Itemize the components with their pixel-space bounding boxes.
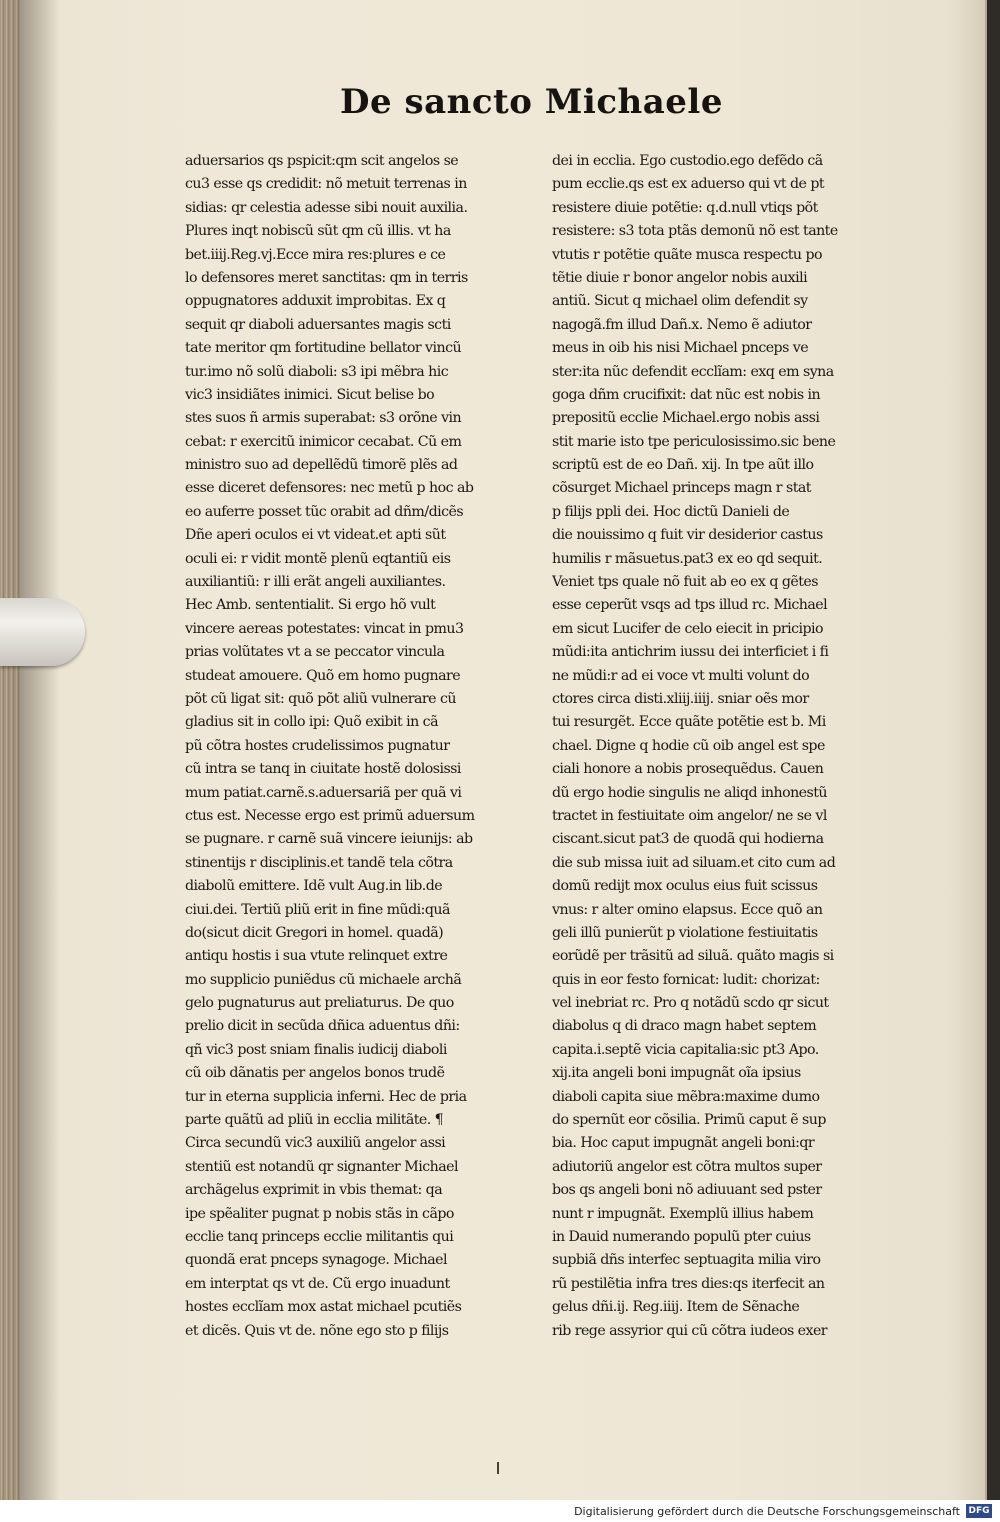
- text-line: diaboli capita siue mẽbra:maxime dumo: [552, 1088, 820, 1105]
- text-line: stit marie isto tpe periculosissimo.sic bene: [552, 433, 836, 450]
- text-line: ctores circa disti.xliij.iiij. sniar oẽs mor: [552, 690, 809, 707]
- text-line: auxiliantiũ: r illi erãt angeli auxiliantes.: [185, 574, 446, 591]
- text-line: et dicẽs. Quis vt de. nõne ego sto p filijs: [185, 1322, 449, 1339]
- text-line: ciscant.sicut pat3 de quodã qui hodierna: [552, 831, 824, 848]
- text-line: ministro suo ad depellẽdũ timorẽ plẽs ad: [185, 457, 458, 474]
- text-line: stinentijs r disciplinis.et tandẽ tela cõtra: [185, 854, 453, 871]
- text-line: cõsurget Michael princeps magn r stat: [552, 480, 811, 497]
- text-line: archãgelus exprimit in vbis themat: qa: [185, 1182, 443, 1199]
- text-line: Circa secundũ vic3 auxiliũ angelor assi: [185, 1135, 446, 1152]
- gutter-shadow: [20, 0, 60, 1500]
- text-line: domũ redijt mox oculus eius fuit scissus: [552, 878, 818, 895]
- text-line: vel inebriat rc. Pro q notãdũ scdo qr sicut: [552, 995, 829, 1012]
- text-line: gelus dñi.ij. Reg.iiij. Item de Sẽnache: [552, 1299, 800, 1316]
- text-line: põt cũ ligat sit: quõ põt aliũ vulnerare cũ: [185, 690, 456, 707]
- text-line: eorũdẽ per trãsitũ ad siluã. quãto magis si: [552, 948, 834, 965]
- text-line: nagogã.fm illud Dañ.x. Nemo ẽ adiutor: [552, 316, 812, 333]
- text-line: xij.ita angeli boni impugnãt oĩa ipsius: [552, 1065, 801, 1082]
- text-line: Plures inqt nobiscũ sũt qm cũ illis. vt ha: [185, 223, 451, 240]
- text-line: dũ ergo hodie singulis ne aliqd inhonestũ: [552, 784, 827, 801]
- text-line: cũ intra se tanq in ciuitate hostẽ dolosissi: [185, 761, 461, 778]
- text-line: studeat amouere. Quõ em homo pugnare: [185, 667, 461, 684]
- text-line: bia. Hoc caput impugnãt angeli boni:qr: [552, 1135, 815, 1152]
- text-line: nunt r impugnãt. Exemplũ illius habem: [552, 1205, 814, 1222]
- text-line: oppugnatores adduxit improbitas. Ex q: [185, 293, 446, 310]
- text-line: mũdi:ita antichrim iussu dei interficiet i fi: [552, 644, 829, 661]
- text-line: em sicut Lucifer de celo eiecit in pricipio: [552, 620, 823, 637]
- text-line: ctus est. Necesse ergo est primũ aduersum: [185, 807, 475, 824]
- text-line: in Dauid numerando populũ pter cuius: [552, 1228, 811, 1245]
- text-line: bet.iiij.Reg.vj.Ecce mira res:plures e ce: [185, 246, 446, 263]
- text-line: vic3 insidiãtes inimici. Sicut belise bo: [185, 386, 435, 403]
- text-line: die sub missa iuit ad siluam.et cito cum ad: [552, 854, 836, 871]
- text-line: p filijs ppli dei. Hoc dictũ Danieli de: [552, 503, 790, 520]
- footer-bar: [0, 1500, 1000, 1522]
- text-line: sequit qr diaboli aduersantes magis scti: [185, 316, 451, 333]
- text-line: meus in oib his nisi Michael pnceps ve: [552, 340, 809, 357]
- text-line: tẽtie diuie r bonor angelor nobis auxili: [552, 269, 808, 286]
- print-mark: [497, 1462, 499, 1474]
- text-line: chael. Digne q hodie cũ oib angel est spe: [552, 737, 825, 754]
- text-line: vtutis r potẽtie quãte musca respectu po: [552, 246, 822, 263]
- text-line: Dñe aperi oculos ei vt videat.et apti sũt: [185, 527, 446, 544]
- page-heading: De sancto Michaele: [340, 82, 723, 122]
- text-line: goga dñm crucifixit: dat nũc est nobis in: [552, 386, 821, 403]
- text-line: do(sicut dicit Gregori in homel. quadã): [185, 924, 444, 941]
- text-line: ne mũdi:r ad ei voce vt multi volunt do: [552, 667, 810, 684]
- text-line: vincere aereas potestates: vincat in pmu3: [185, 620, 464, 637]
- text-line: capita.i.septẽ vicia capitalia:sic pt3 Apo.: [552, 1041, 819, 1058]
- text-line: Hec Amb. sententialit. Si ergo hõ vult: [185, 597, 436, 614]
- text-line: antiqu hostis i sua vtute relinquet extre: [185, 948, 448, 965]
- text-line: antiũ. Sicut q michael olim defendit sy: [552, 293, 808, 310]
- text-line: eo auferre posset tũc orabit ad dñm/dicẽs: [185, 503, 464, 520]
- text-line: ciali honore a nobis prosequẽdus. Cauen: [552, 761, 824, 778]
- funding-notice: Digitalisierung gefördert durch die Deutsche Forschungsgemeinschaft: [574, 1505, 960, 1518]
- text-line: cũ oib dãnatis per angelos bonos trudẽ: [185, 1065, 445, 1082]
- text-line: adiutoriũ angelor est cõtra multos super: [552, 1158, 822, 1175]
- text-line: parte quãtũ ad pliũ in ecclia militãte. ¶: [185, 1112, 444, 1129]
- text-line: lo defensores meret sanctitas: qm in terris: [185, 269, 468, 286]
- text-line: rib rege assyrior qui cũ cõtra iudeos exer: [552, 1322, 828, 1339]
- text-line: quis in eor festo fornicat: ludit: chorizat:: [552, 971, 820, 988]
- text-line: die nouissimo q fuit vir desiderior castus: [552, 527, 823, 544]
- text-line: resistere diuie potẽtie: q.d.null vtiqs põt: [552, 199, 818, 216]
- text-line: mo supplicio puniẽdus cũ michaele archã: [185, 971, 462, 988]
- text-line: prelio dicit in secũda dñica aduentus dñi:: [185, 1018, 460, 1035]
- text-line: pũ cõtra hostes crudelissimos pugnatur: [185, 737, 450, 754]
- text-line: tractet in festiuitate oim angelor/ ne se vl: [552, 807, 827, 824]
- text-line: aduersarios qs pspicit:qm scit angelos se: [185, 153, 459, 169]
- page-clip: [0, 598, 85, 666]
- text-line: stes suos ñ armis superabat: s3 orõne vin: [185, 410, 462, 427]
- text-line: resistere: s3 tota ptãs demonũ nõ est tante: [552, 223, 838, 240]
- text-line: ipe spẽaliter pugnat p nobis stãs in cãpo: [185, 1205, 454, 1222]
- text-line: tui resurgẽt. Ecce quãte potẽtie est b. Mi: [552, 714, 826, 731]
- text-line: diabolũ emittere. Idẽ vult Aug.in lib.de: [185, 878, 443, 895]
- text-line: dei in ecclia. Ego custodio.ego defẽdo cã: [552, 153, 823, 169]
- text-line: se pugnare. r carnẽ suã vincere ieiunijs: ab: [185, 831, 473, 848]
- text-line: humilis r mãsuetus.pat3 ex eo qd sequit.: [552, 550, 823, 567]
- text-line: cebat: r exercitũ inimicor cecabat. Cũ em: [185, 433, 462, 450]
- text-line: diabolus q di draco magn habet septem: [552, 1018, 817, 1035]
- left-text-column: [185, 150, 545, 1343]
- text-line: stentiũ est notandũ qr signanter Michael: [185, 1158, 458, 1175]
- text-line: geli illũ punierũt p violatione festiuitatis: [552, 924, 818, 941]
- text-line: vnus: r alter omino elapsus. Ecce quõ an: [552, 901, 823, 918]
- text-line: tur in eterna supplicia inferni. Hec de pria: [185, 1088, 467, 1105]
- text-line: gelo pugnaturus aut preliaturus. De quo: [185, 995, 454, 1012]
- text-line: mum patiat.carnẽ.s.aduersariã per quã vi: [185, 784, 462, 801]
- text-line: esse ceperũt vsqs ad tps illud rc. Michael: [552, 597, 828, 614]
- book-page-edges: [0, 0, 22, 1500]
- text-line: scriptũ est de eo Dañ. xij. In tpe aũt illo: [552, 457, 814, 474]
- text-line: gladius sit in collo ipi: Quõ exibit in cã: [185, 714, 438, 731]
- text-line: ecclie tanq princeps ecclie militantis qui: [185, 1228, 454, 1245]
- text-line: ster:ita nũc defendit ecclĩam: exq em syna: [552, 363, 834, 380]
- text-line: hostes ecclĩam mox astat michael pcutiẽs: [185, 1299, 462, 1316]
- text-line: sidias: qr celestia adesse sibi nouit auxilia.: [185, 199, 468, 216]
- text-line: tate meritor qm fortitudine bellator vincũ: [185, 340, 462, 357]
- dfg-logo: DFG: [966, 1504, 992, 1518]
- text-line: qñ vic3 post sniam finalis iudicij diaboli: [185, 1041, 447, 1058]
- text-line: rũ pestilẽtia infra tres dies:qs iterfecit an: [552, 1275, 825, 1292]
- text-line: pum ecclie.qs est ex aduerso qui vt de pt: [552, 176, 825, 193]
- text-line: ciui.dei. Tertiũ pliũ erit in fine mũdi:quã: [185, 901, 450, 918]
- text-line: esse diceret defensores: nec metũ p hoc ab: [185, 480, 474, 497]
- text-line: cu3 esse qs credidit: nõ metuit terrenas in: [185, 176, 467, 193]
- text-line: tur.imo nõ solũ diaboli: s3 ipi mẽbra hic: [185, 363, 449, 380]
- text-line: Veniet tps quale nõ fuit ab eo ex q gẽtes: [552, 574, 818, 591]
- text-line: bos qs angeli boni nõ adiuuant sed pster: [552, 1182, 822, 1199]
- text-line: em interptat qs vt de. Cũ ergo inuadunt: [185, 1275, 450, 1292]
- text-line: oculi ei: r vidit montẽ plenũ eqtantiũ eis: [185, 550, 451, 567]
- text-line: prias volũtates vt a se peccator vincula: [185, 644, 445, 661]
- text-line: supbiã dñs interfec septuagita milia viro: [552, 1252, 821, 1269]
- text-line: quondã erat pnceps synagoge. Michael: [185, 1252, 447, 1269]
- text-line: do spernũt eor cõsilia. Primũ caput ẽ sup: [552, 1112, 826, 1129]
- text-line: prepositũ ecclie Michael.ergo nobis assi: [552, 410, 820, 427]
- right-text-column: [552, 150, 912, 1343]
